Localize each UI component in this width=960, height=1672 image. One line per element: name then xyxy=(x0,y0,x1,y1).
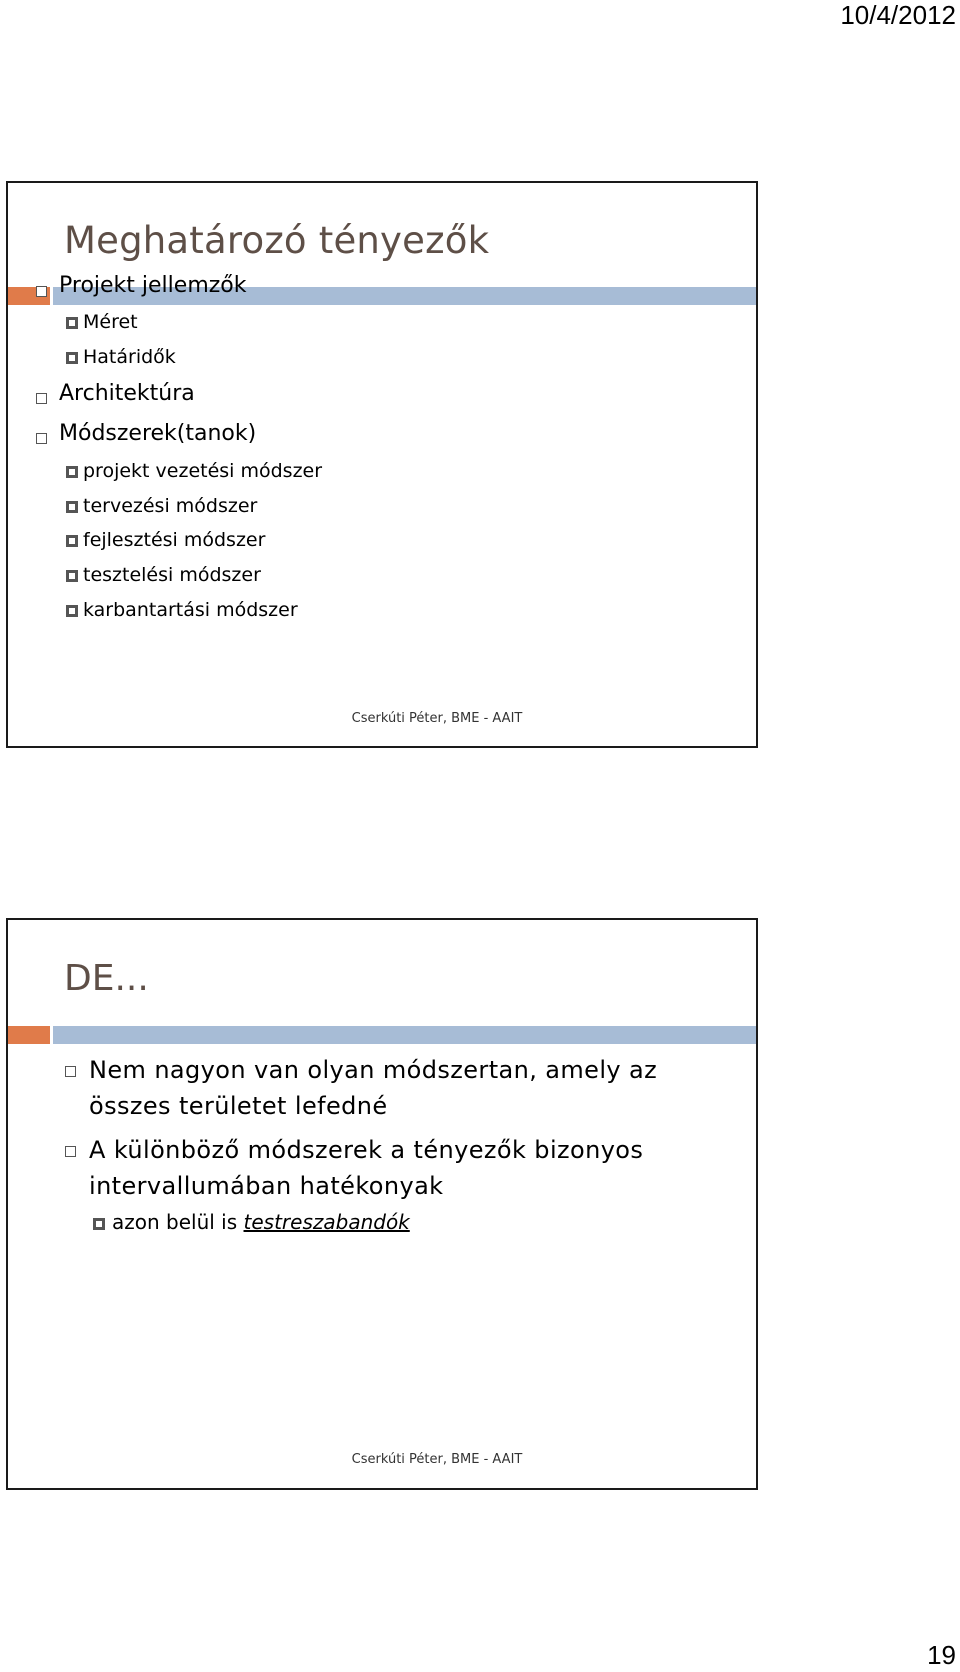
square-bullet-icon xyxy=(36,433,47,444)
list-item: tervezési módszer xyxy=(83,495,258,517)
filled-square-bullet-icon xyxy=(66,466,78,478)
list-item: Méret xyxy=(83,311,138,333)
square-bullet-icon xyxy=(65,1066,76,1077)
square-bullet-icon xyxy=(36,286,47,297)
list-item: tesztelési módszer xyxy=(83,564,261,586)
title-accent-bar-orange xyxy=(8,1026,50,1044)
filled-square-bullet-icon xyxy=(66,570,78,582)
slide-title: Meghatározó tényezők xyxy=(64,219,490,262)
slide-footer: Cserkúti Péter, BME - AAIT xyxy=(351,711,523,726)
list-item-line: A különböző módszerek a tényezők bizonyos xyxy=(89,1136,644,1164)
slide-meghatarozo-tenyezok xyxy=(6,181,758,748)
list-item: fejlesztési módszer xyxy=(83,529,266,551)
list-item: Módszerek(tanok) xyxy=(59,421,257,446)
testreszabandok-link[interactable]: testreszabandók xyxy=(243,1210,410,1234)
page-number: 19 xyxy=(927,1640,956,1670)
square-bullet-icon xyxy=(36,393,47,404)
slide-title: DE... xyxy=(64,958,149,999)
slide-footer: Cserkúti Péter, BME - AAIT xyxy=(351,1452,523,1467)
sub-item-prefix: azon belül is xyxy=(112,1210,238,1234)
list-item: karbantartási módszer xyxy=(83,599,298,621)
list-item-line: intervallumában hatékonyak xyxy=(89,1172,444,1200)
list-item-line: Nem nagyon van olyan módszertan, amely az xyxy=(89,1056,658,1084)
filled-square-bullet-icon xyxy=(66,501,78,513)
filled-square-bullet-icon xyxy=(66,352,78,364)
list-item xyxy=(112,1210,410,1234)
square-bullet-icon xyxy=(65,1146,76,1157)
slide-de xyxy=(6,918,758,1490)
list-item: Architektúra xyxy=(59,381,195,406)
list-item: Projekt jellemzők xyxy=(59,273,247,298)
filled-square-bullet-icon xyxy=(93,1218,105,1230)
filled-square-bullet-icon xyxy=(66,317,78,329)
page-date: 10/4/2012 xyxy=(840,0,956,30)
list-item-line: összes területet lefedné xyxy=(89,1092,388,1120)
list-item: Határidők xyxy=(83,346,176,368)
filled-square-bullet-icon xyxy=(66,605,78,617)
list-item: projekt vezetési módszer xyxy=(83,460,323,482)
title-accent-bar-blue xyxy=(53,1026,756,1044)
filled-square-bullet-icon xyxy=(66,535,78,547)
